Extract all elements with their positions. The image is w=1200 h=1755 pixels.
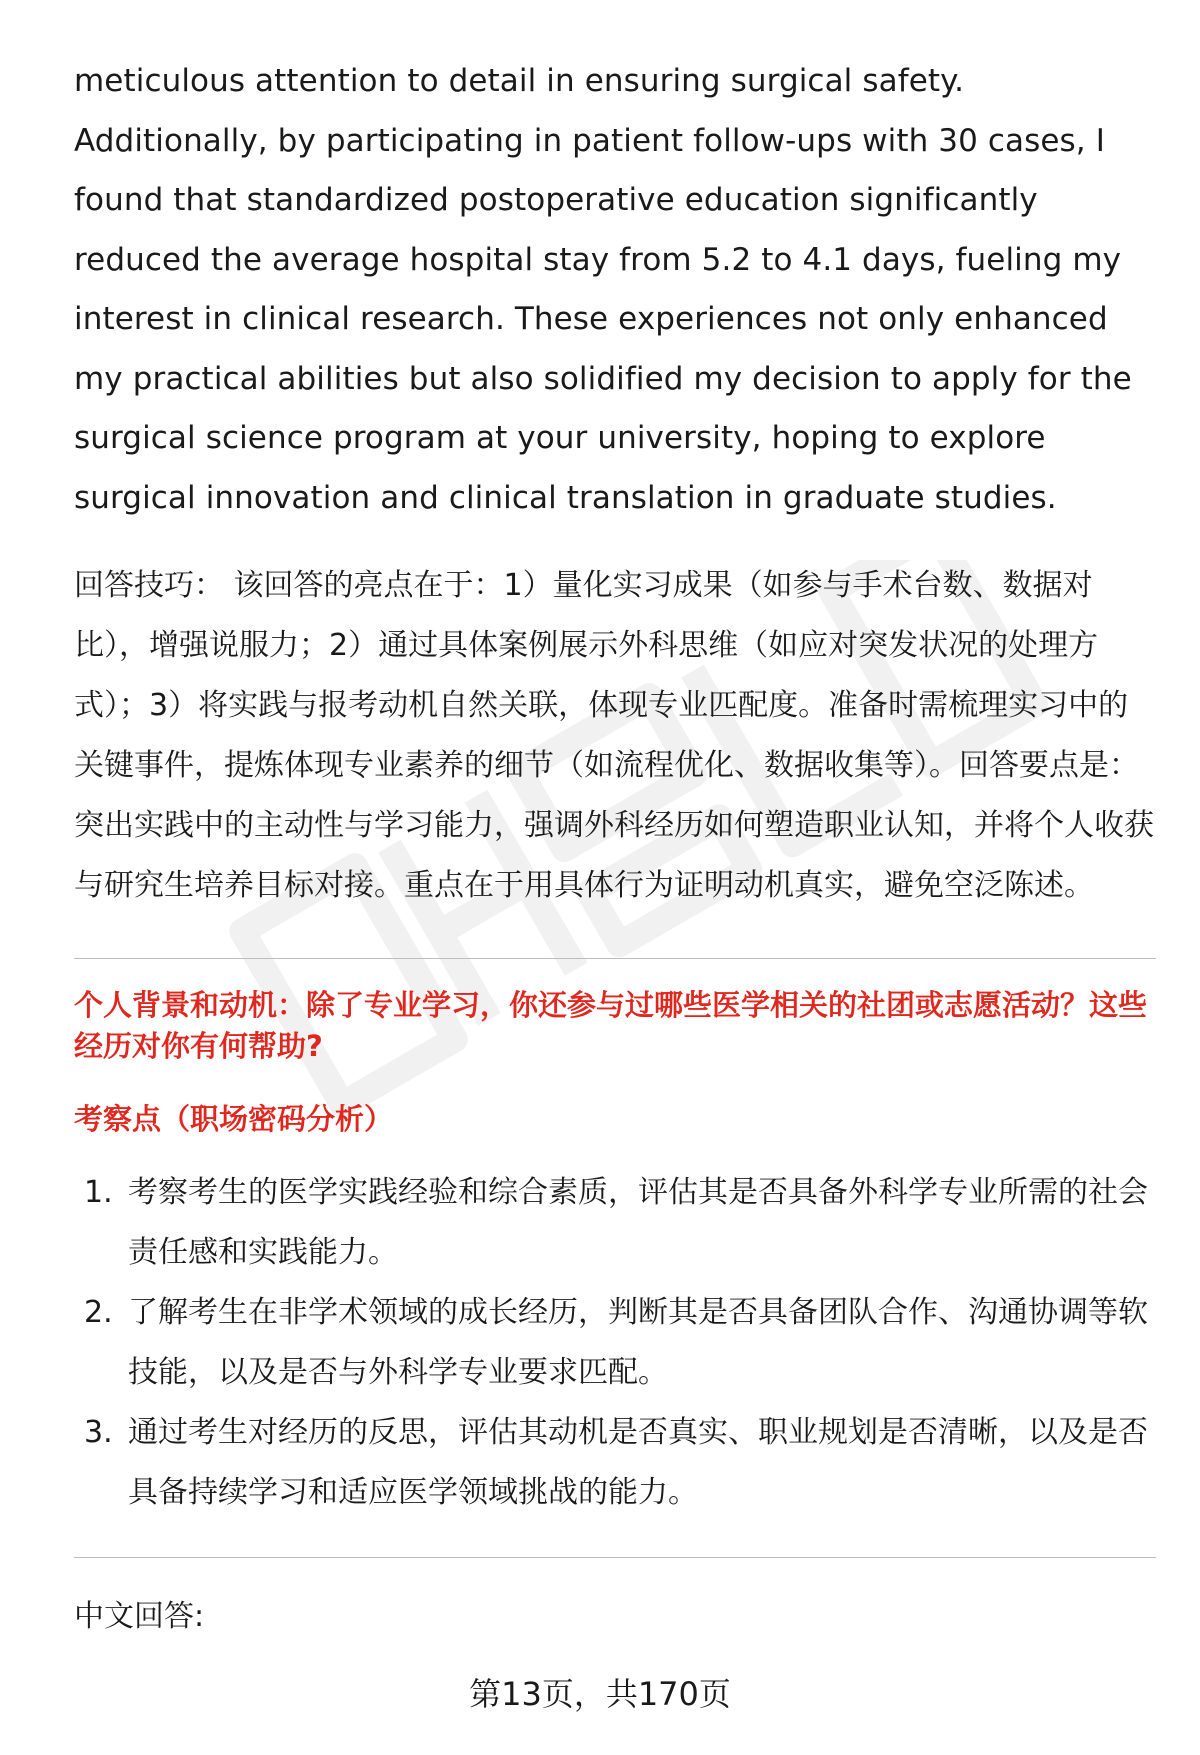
list-item: [74, 1283, 1156, 1403]
list-item: [74, 1403, 1156, 1523]
answer-tips: 回答技巧： 该回答的亮点在于：1）量化实习成果（如参与手术台数、数据对比），增强说服力；2）通过具体案例展示外科思维（如应对突发状况的处理方式）；3）将实践与报考动机自然关联，体现专业匹配度。准备时需梳理实习中的关键事件，提炼体现专业素养的细节（如流程优化、数据收集等）。回答要点是：突出实践中的主动性与学习能力，强调外科经历如何塑造职业认知，并将个人收获与研究生培养目标对接。重点在于用具体行为证明动机真实，避免空泛陈述。: [74, 568, 1154, 903]
list-item-number: 3.: [84, 1415, 113, 1450]
page-footer: 第13页，共170页: [469, 1675, 731, 1713]
page-content: [74, 52, 1156, 1642]
list-item-number: 1.: [84, 1175, 113, 1210]
section-divider: [74, 958, 1156, 959]
list-item-number: 2.: [84, 1295, 113, 1330]
assessment-list: [74, 1163, 1156, 1523]
assessment-heading: 考察点（职场密码分析）: [74, 1102, 394, 1136]
list-item-text: 考察考生的医学实践经验和综合素质，评估其是否具备外科学专业所需的社会责任感和实践能力。: [128, 1175, 1148, 1270]
section-divider: [74, 1557, 1156, 1558]
question-title: 个人背景和动机：除了专业学习，你还参与过哪些医学相关的社团或志愿活动？这些经历对你有何帮助?: [74, 988, 1148, 1063]
list-item-text: 通过考生对经历的反思，评估其动机是否真实、职业规划是否清晰，以及是否具备持续学习和适应医学领域挑战的能力。: [128, 1415, 1148, 1510]
intro-paragraph: meticulous attention to detail in ensuring surgical safety. Additionally, by participating in patient follow-ups with 30 cases, I found that standardized postoperative education significantly reduced the average hospital stay from 5.2 to 4.1 days, fueling my interest in clinical research. These experiences not only enhanced my practical abilities but also solidified my decision to apply for the surgical science program at your university, hoping to explore surgical innovation and clinical translation in graduate studies.: [74, 63, 1132, 516]
list-item: [74, 1163, 1156, 1283]
chinese-answer-label: 中文回答:: [74, 1599, 205, 1634]
list-item-text: 了解考生在非学术领域的成长经历，判断其是否具备团队合作、沟通协调等软技能，以及是否与外科学专业要求匹配。: [128, 1295, 1148, 1390]
